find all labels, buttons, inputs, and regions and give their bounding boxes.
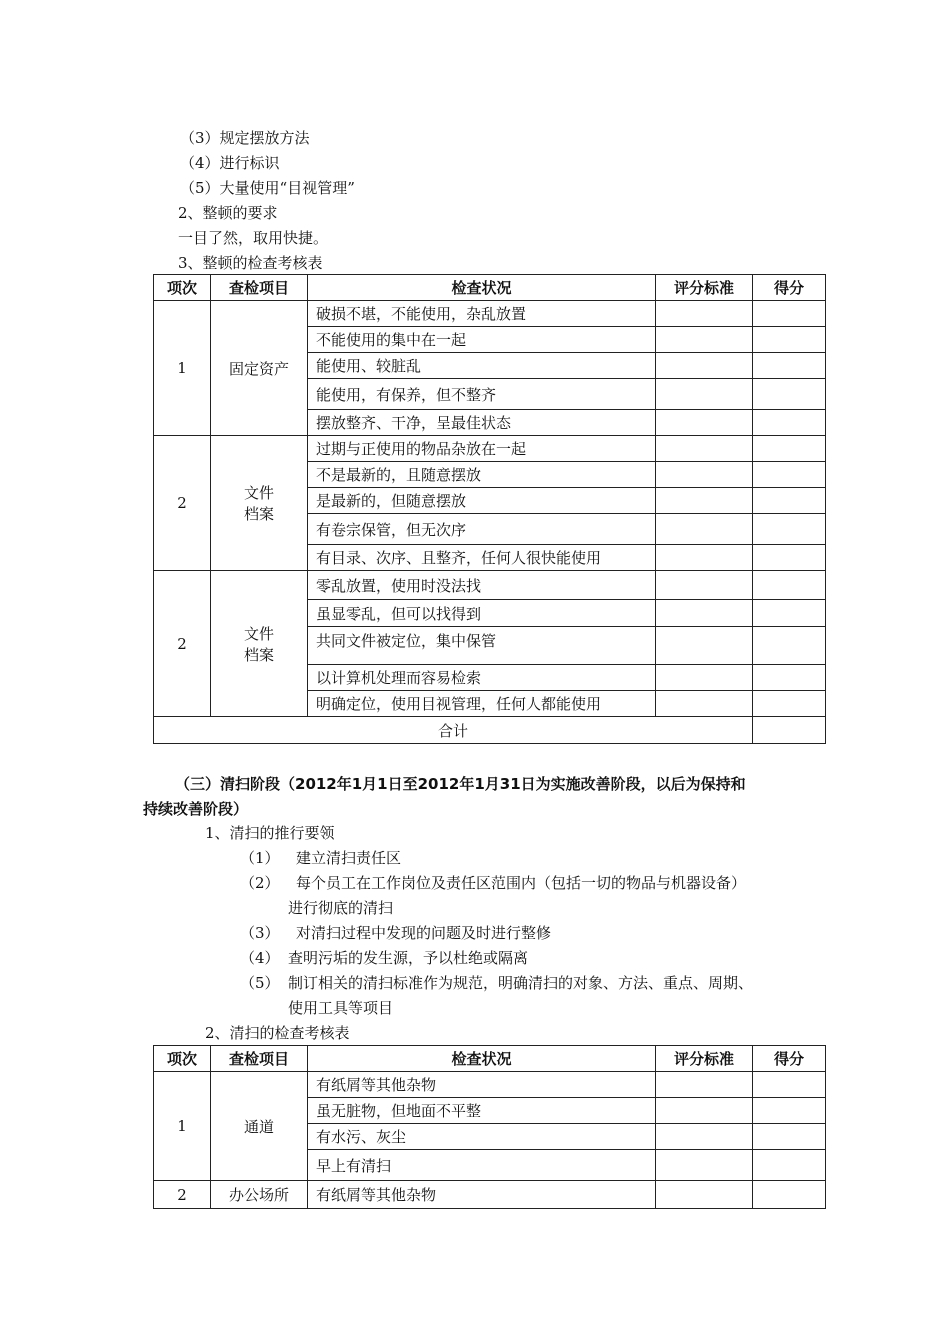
row-no: 2 — [154, 1181, 211, 1209]
row-item — [211, 436, 308, 571]
seiso-item-5-cont: 使用工具等项目 — [288, 999, 394, 1017]
row-criteria-cell — [656, 1124, 753, 1150]
seiso-item-4-text: 查明污垢的发生源，予以杜绝或隔离 — [288, 949, 529, 967]
row-criteria-cell — [656, 436, 753, 462]
seiso-item-3-num: （3） — [240, 924, 280, 942]
table-row — [154, 1072, 826, 1098]
requirements-text: 一目了然，取用快捷。 — [178, 229, 329, 247]
row-criteria-cell — [656, 1150, 753, 1181]
row-score-cell — [753, 436, 826, 462]
row-criteria-cell — [656, 665, 753, 691]
row-status: 有纸屑等其他杂物 — [308, 1072, 656, 1098]
header-status: 检查状况 — [308, 1046, 656, 1072]
table-header-row — [154, 1046, 826, 1072]
seiso-item-3-text: 对清扫过程中发现的问题及时进行整修 — [296, 924, 552, 942]
row-score-cell — [753, 691, 826, 717]
row-score-cell — [753, 1072, 826, 1098]
row-score-cell — [753, 600, 826, 627]
row-status: 过期与正使用的物品杂放在一起 — [308, 436, 656, 462]
row-score-cell — [753, 1124, 826, 1150]
row-criteria-cell — [656, 1181, 753, 1209]
row-item-line: 文件 — [243, 484, 274, 502]
row-status: 虽显零乱，但可以找得到 — [308, 600, 656, 627]
row-score-cell — [753, 462, 826, 488]
row-status: 摆放整齐、干净，呈最佳状态 — [308, 410, 656, 436]
row-criteria-cell — [656, 545, 753, 571]
row-score-cell — [753, 1181, 826, 1209]
row-score-cell — [753, 627, 826, 665]
row-score-cell — [753, 545, 826, 571]
table-row — [154, 436, 826, 462]
row-score-cell — [753, 353, 826, 379]
row-criteria-cell — [656, 327, 753, 353]
row-score-cell — [753, 665, 826, 691]
row-score-cell — [753, 1098, 826, 1124]
seiso-item-5-text: 制订相关的清扫标准作为规范，明确清扫的对象、方法、重点、周期、 — [288, 974, 754, 992]
seiso-item-2-cont: 进行彻底的清扫 — [288, 899, 394, 917]
row-criteria-cell — [656, 600, 753, 627]
row-status: 以计算机处理而容易检索 — [308, 665, 656, 691]
row-no: 1 — [154, 1072, 211, 1181]
row-status: 有目录、次序、且整齐，任何人很快能使用 — [308, 545, 656, 571]
row-status: 不能使用的集中在一起 — [308, 327, 656, 353]
row-criteria-cell — [656, 1072, 753, 1098]
header-item: 查检项目 — [211, 275, 308, 301]
total-score-cell — [753, 717, 826, 744]
row-status: 早上有清扫 — [308, 1150, 656, 1181]
row-no: 2 — [154, 436, 211, 571]
seiso-heading-line1: （三）清扫阶段（2012年1月1日至2012年1月31日为实施改善阶段，以后为保持和 — [175, 775, 746, 793]
row-item: 办公场所 — [211, 1181, 308, 1209]
table-header-row — [154, 275, 826, 301]
seiso-check-table — [153, 1045, 826, 1209]
seiso-item-1-num: （1） — [240, 849, 280, 867]
row-criteria-cell — [656, 462, 753, 488]
header-criteria: 评分标准 — [656, 275, 753, 301]
row-score-cell — [753, 571, 826, 600]
header-criteria: 评分标准 — [656, 1046, 753, 1072]
row-score-cell — [753, 514, 826, 545]
row-score-cell — [753, 379, 826, 410]
row-status: 有卷宗保管，但无次序 — [308, 514, 656, 545]
seiso-table-heading: 2、清扫的检查考核表 — [205, 1024, 350, 1042]
row-item: 固定资产 — [211, 301, 308, 436]
row-score-cell — [753, 410, 826, 436]
seiton-table-heading: 3、整顿的检查考核表 — [178, 254, 323, 272]
row-status: 是最新的，但随意摆放 — [308, 488, 656, 514]
row-criteria-cell — [656, 627, 753, 665]
step-4-line: （4）进行标识 — [180, 154, 280, 172]
row-status: 有水污、灰尘 — [308, 1124, 656, 1150]
row-item: 通道 — [211, 1072, 308, 1181]
row-status: 能使用，有保养，但不整齐 — [308, 379, 656, 410]
total-label: 合计 — [154, 717, 753, 744]
table-row — [154, 301, 826, 327]
row-status: 不是最新的，且随意摆放 — [308, 462, 656, 488]
row-status: 明确定位，使用目视管理，任何人都能使用 — [308, 691, 656, 717]
step-5-line: （5）大量使用“目视管理” — [180, 179, 355, 197]
seiso-item-5-num: （5） — [240, 974, 280, 992]
row-criteria-cell — [656, 571, 753, 600]
row-item — [211, 571, 308, 717]
seiso-item-2-text: 每个员工在工作岗位及责任区范围内（包括一切的物品与机器设备） — [296, 874, 747, 892]
row-score-cell — [753, 488, 826, 514]
row-criteria-cell — [656, 379, 753, 410]
row-no: 1 — [154, 301, 211, 436]
row-item-line: 档案 — [243, 505, 274, 523]
row-criteria-cell — [656, 353, 753, 379]
seiso-heading-line2: 持续改善阶段） — [143, 800, 249, 818]
row-status: 破损不堪，不能使用，杂乱放置 — [308, 301, 656, 327]
header-score: 得分 — [753, 1046, 826, 1072]
seiso-item-2-num: （2） — [240, 874, 280, 892]
table-row — [154, 1181, 826, 1209]
table-row — [154, 571, 826, 600]
row-status: 虽无脏物，但地面不平整 — [308, 1098, 656, 1124]
seiso-item-4-num: （4） — [240, 949, 280, 967]
seiso-item-1-text: 建立清扫责任区 — [296, 849, 402, 867]
row-item-line: 档案 — [243, 645, 274, 664]
row-criteria-cell — [656, 691, 753, 717]
row-criteria-cell — [656, 301, 753, 327]
row-criteria-cell — [656, 1098, 753, 1124]
header-score: 得分 — [753, 275, 826, 301]
row-criteria-cell — [656, 410, 753, 436]
row-status: 能使用、较脏乱 — [308, 353, 656, 379]
row-status: 共同文件被定位，集中保管 — [308, 627, 656, 665]
row-score-cell — [753, 327, 826, 353]
row-criteria-cell — [656, 514, 753, 545]
row-score-cell — [753, 1150, 826, 1181]
header-status: 检查状况 — [308, 275, 656, 301]
seiso-sub1: 1、清扫的推行要领 — [205, 824, 335, 842]
row-no: 2 — [154, 571, 211, 717]
header-no: 项次 — [154, 1046, 211, 1072]
step-3-line: （3）规定摆放方法 — [180, 129, 310, 147]
row-status: 零乱放置，使用时没法找 — [308, 571, 656, 600]
header-item: 查检项目 — [211, 1046, 308, 1072]
row-item-line: 文件 — [243, 624, 274, 643]
requirements-heading: 2、整顿的要求 — [178, 204, 278, 222]
total-row — [154, 717, 826, 744]
row-criteria-cell — [656, 488, 753, 514]
row-status: 有纸屑等其他杂物 — [308, 1181, 656, 1209]
header-no: 项次 — [154, 275, 211, 301]
seiton-check-table — [153, 274, 826, 744]
row-score-cell — [753, 301, 826, 327]
